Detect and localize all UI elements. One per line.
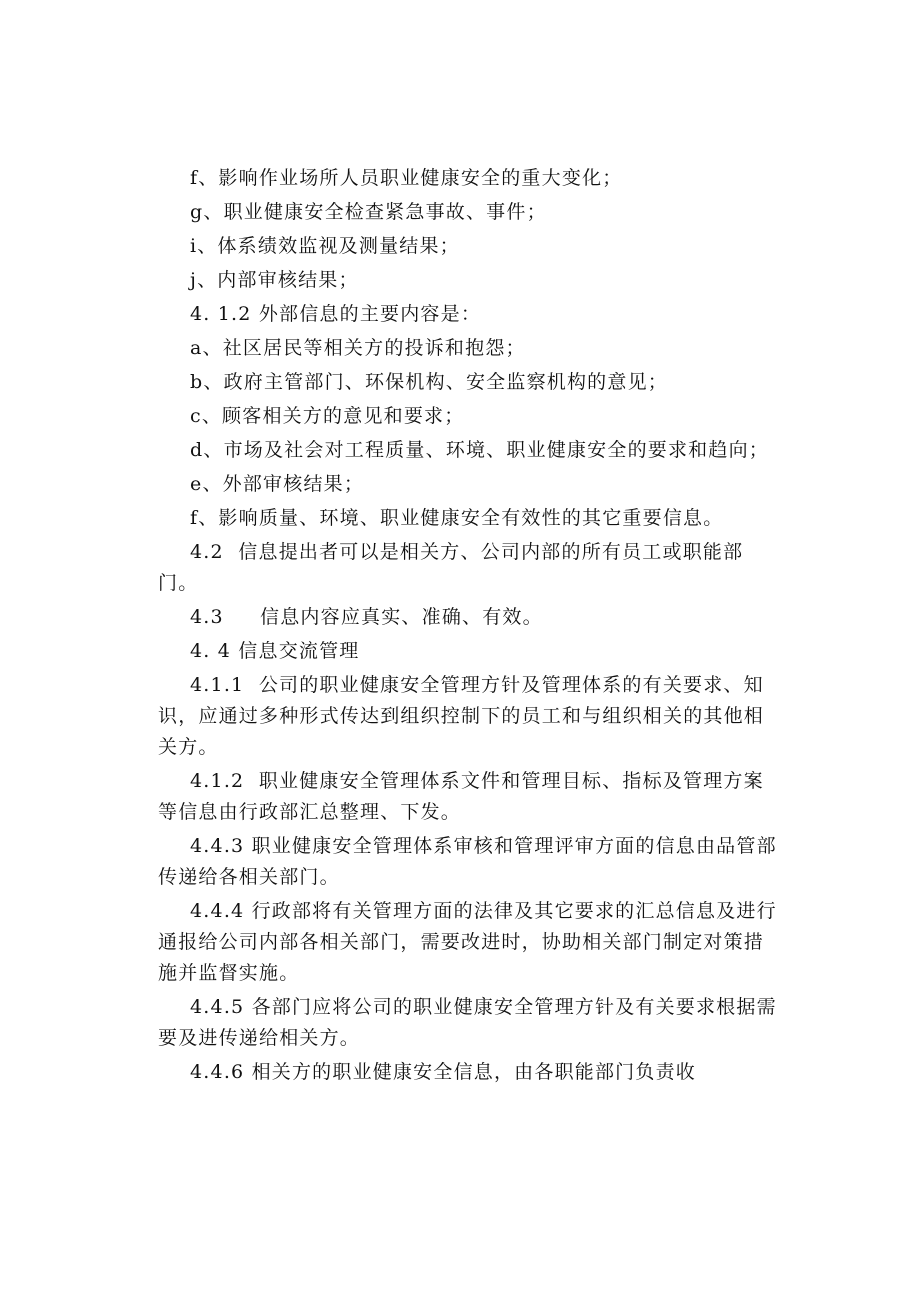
section-4-1-1: 4.1.1 公司的职业健康安全管理方针及管理体系的有关要求、知识，应通过多种形式传达到组织控制下的员工和与组织相关的其他相关方。 — [158, 674, 765, 758]
section-4-4-6: 4.4.6 相关方的职业健康安全信息，由各职能部门负责收 — [190, 1061, 696, 1083]
list-item-e-external: e、外部审核结果； — [190, 473, 365, 495]
list-item-f-internal: f、影响作业场所人员职业健康安全的重大变化； — [190, 167, 623, 189]
list-item-d-external: d、市场及社会对工程质量、环境、职业健康安全的要求和趋向； — [190, 439, 769, 461]
section-heading-4-1-2: 4. 1.2 外部信息的主要内容是： — [190, 303, 482, 325]
list-item-j-internal: j、内部审核结果； — [190, 269, 359, 291]
list-item-f-external: f、影响质量、环境、职业健康安全有效性的其它重要信息。 — [190, 507, 724, 529]
section-4-4-5: 4.4.5 各部门应将公司的职业健康安全管理方针及有关要求根据需要及进传递给相关方。 — [158, 996, 777, 1049]
document-body — [158, 163, 782, 1088]
section-4-4-4: 4.4.4 行政部将有关管理方面的法律及其它要求的汇总信息及进行通报给公司内部各相关部门，需要改进时，协助相关部门制定对策措施并监督实施。 — [158, 900, 777, 984]
list-item-i-internal: i、体系绩效监视及测量结果； — [190, 235, 460, 257]
section-heading-4-4: 4. 4 信息交流管理 — [190, 640, 360, 662]
section-4-1-2: 4.1.2 职业健康安全管理体系文件和管理目标、指标及管理方案等信息由行政部汇总整理、下发。 — [158, 770, 764, 823]
list-item-b-external: b、政府主管部门、环保机构、安全监察机构的意见； — [190, 371, 668, 393]
list-item-a-external: a、社区居民等相关方的投诉和抱怨； — [190, 337, 526, 359]
list-item-c-external: c、顾客相关方的意见和要求； — [190, 405, 465, 427]
section-4-3: 4.3 信息内容应真实、准确、有效。 — [190, 606, 543, 628]
list-item-g-internal: g、职业健康安全检查紧急事故、事件； — [190, 201, 547, 223]
section-4-2: 4.2 信息提出者可以是相关方、公司内部的所有员工或职能部门。 — [158, 541, 744, 594]
section-4-4-3: 4.4.3 职业健康安全管理体系审核和管理评审方面的信息由品管部传递给各相关部门。 — [158, 835, 777, 888]
